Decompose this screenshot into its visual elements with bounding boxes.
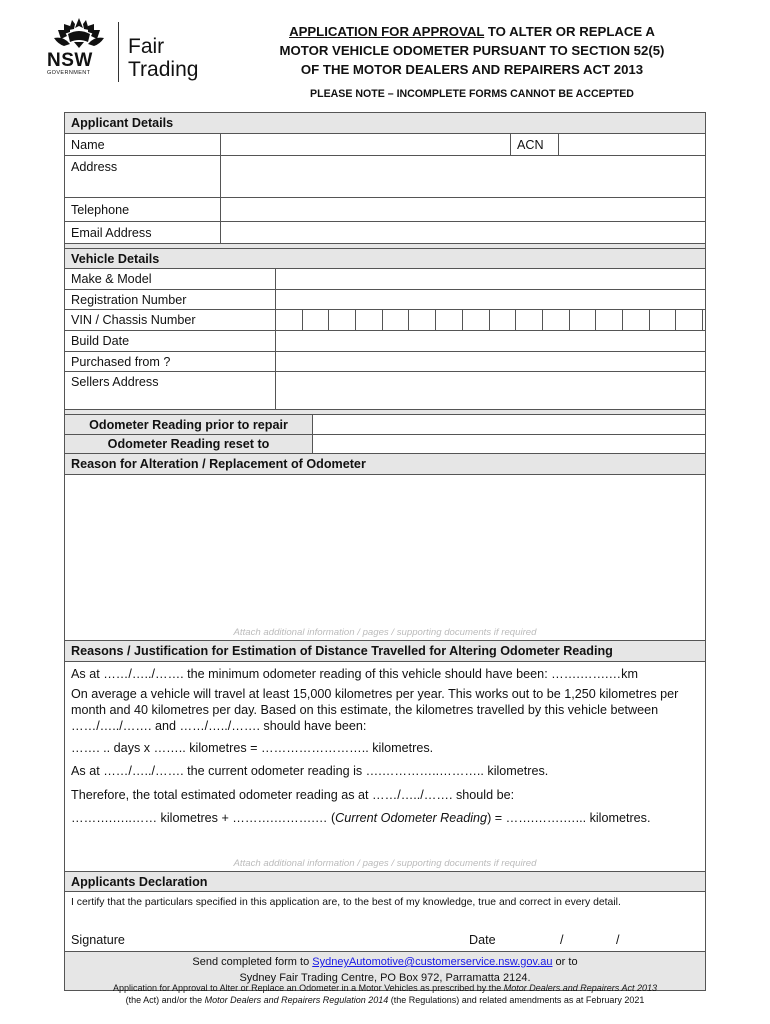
footer-regulation: Motor Dealers and Repairers Regulation 2014	[204, 995, 389, 1005]
justification-body	[65, 664, 705, 828]
make-model-field[interactable]	[276, 269, 705, 289]
footer-part-c: (the Regulations) and related amendments as at February 2021	[388, 995, 645, 1005]
acn-label: ACN	[511, 134, 559, 155]
form-title	[232, 22, 712, 79]
sellers-address-label: Sellers Address	[65, 372, 276, 409]
name-field[interactable]	[221, 134, 511, 155]
vin-boxes	[276, 310, 705, 330]
purchased-from-label: Purchased from ?	[65, 352, 276, 371]
certify-statement: I certify that the particulars specified in this application are, to the best of my knowledge, true and correct in every detail.	[71, 897, 621, 908]
vin-box[interactable]	[676, 310, 703, 330]
current-odometer-reading-text: Current Odometer Reading	[335, 811, 488, 825]
vin-box[interactable]	[329, 310, 356, 330]
date-field[interactable]	[515, 931, 701, 947]
declaration-heading: Applicants Declaration	[65, 872, 705, 892]
address-field[interactable]	[221, 156, 705, 197]
footer-part-a: Application for Approval to Alter or Replace an Odometer in a Motor Vehicles as prescribed by the	[113, 983, 504, 993]
send-line	[65, 954, 705, 970]
purchased-from-field[interactable]	[276, 352, 705, 371]
justification-attach-hint: Attach additional information / pages / supporting documents if required	[233, 858, 537, 869]
telephone-label: Telephone	[65, 198, 221, 221]
make-model-label: Make & Model	[65, 269, 276, 289]
signature-label: Signature	[71, 933, 125, 947]
formula-part-b: ) = …….…….…... kilometres.	[487, 811, 651, 825]
title-line1-rest: TO ALTER OR REPLACE A	[484, 24, 655, 39]
current-reading-line: As at ……/…../……. the current odometer reading is ….…………..……….. kilometres.	[71, 764, 549, 778]
vin-box[interactable]	[570, 310, 597, 330]
applicant-details-heading: Applicant Details	[65, 113, 705, 134]
send-prefix: Send completed form to	[192, 956, 313, 968]
justification-heading: Reasons / Justification for Estimation of Distance Travelled for Altering Odometer Reading	[65, 641, 705, 662]
logo-fair-text: Fair	[128, 35, 165, 58]
reason-attach-hint: Attach additional information / pages / supporting documents if required	[233, 627, 537, 638]
odometer-reset-field[interactable]	[313, 435, 705, 453]
reason-heading: Reason for Alteration / Replacement of Odometer	[65, 454, 705, 475]
application-form	[64, 112, 706, 991]
formula-part-a: ……….…..…… kilometres + ……….……….… (	[71, 811, 336, 825]
reason-textarea[interactable]	[65, 475, 705, 641]
vin-box[interactable]	[543, 310, 570, 330]
logo-trading-text: Trading	[128, 58, 199, 81]
email-label: Email Address	[65, 222, 221, 243]
date-slash-2: /	[616, 933, 620, 947]
vin-box[interactable]	[303, 310, 330, 330]
build-date-field[interactable]	[276, 331, 705, 351]
vin-box[interactable]	[409, 310, 436, 330]
total-estimate-line: Therefore, the total estimated odometer reading as at ……/…../……. should be:	[71, 788, 515, 802]
page-footer	[50, 982, 720, 1006]
odometer-prior-label: Odometer Reading prior to repair	[65, 415, 313, 434]
address-label: Address	[65, 156, 221, 197]
vin-box[interactable]	[596, 310, 623, 330]
email-field[interactable]	[221, 222, 705, 243]
acn-field[interactable]	[559, 134, 705, 155]
vin-box[interactable]	[490, 310, 517, 330]
vin-box[interactable]	[703, 310, 705, 330]
send-suffix: or to	[552, 956, 578, 968]
vehicle-details-heading: Vehicle Details	[65, 249, 705, 269]
logo-government-text: GOVERNMENT	[47, 70, 91, 76]
name-label: Name	[65, 134, 221, 155]
odometer-prior-field[interactable]	[313, 415, 705, 434]
send-email-link[interactable]: SydneyAutomotive@customerservice.nsw.gov.au	[312, 956, 553, 968]
incomplete-forms-note: PLEASE NOTE – INCOMPLETE FORMS CANNOT BE ACCEPTED	[310, 88, 634, 100]
total-formula-line	[71, 808, 699, 828]
minimum-reading-line: As at ……/…../……. the minimum odometer reading of this vehicle should have been: …….…….…km	[71, 667, 638, 681]
vin-box[interactable]	[276, 310, 303, 330]
vin-box[interactable]	[623, 310, 650, 330]
logo-divider	[118, 22, 119, 82]
registration-label: Registration Number	[65, 290, 276, 309]
title-line3: OF THE MOTOR DEALERS AND REPAIRERS ACT 2013	[300, 62, 644, 77]
odometer-reset-label: Odometer Reading reset to	[65, 435, 313, 453]
signature-field[interactable]	[175, 931, 495, 947]
days-calculation-line: ……. .. days x …….. kilometres = …………………….. kilometres.	[71, 741, 434, 755]
sellers-address-field[interactable]	[276, 372, 705, 409]
vin-label: VIN / Chassis Number	[65, 310, 276, 330]
title-underlined: APPLICATION FOR APPROVAL	[289, 24, 485, 39]
vin-box[interactable]	[383, 310, 410, 330]
build-date-label: Build Date	[65, 331, 276, 351]
vin-box[interactable]	[436, 310, 463, 330]
vin-box[interactable]	[650, 310, 677, 330]
send-address: Sydney Fair Trading Centre, PO Box 972, Parramatta 2124.	[239, 972, 531, 984]
footer-part-b: (the Act) and/or the	[125, 995, 205, 1005]
waratah-icon	[44, 14, 114, 54]
vin-box[interactable]	[463, 310, 490, 330]
logo-nsw-text: NSW	[47, 50, 93, 71]
registration-field[interactable]	[276, 290, 705, 309]
vin-box[interactable]	[356, 310, 383, 330]
title-line2: MOTOR VEHICLE ODOMETER PURSUANT TO SECTION 52(5)	[279, 43, 665, 58]
telephone-field[interactable]	[221, 198, 705, 221]
footer-act: Motor Dealers and Repairers Act 2013	[503, 983, 657, 993]
date-label: Date	[469, 933, 496, 947]
nsw-fair-trading-logo	[44, 14, 214, 82]
average-travel-paragraph: On average a vehicle will travel at least 15,000 kilometres per year. This works out to be 1,250 kilometres per month and 40 kilometres per day. Based on this estimate, the kilometres travelled by this vehicle between ……/…../……. and ……/…../……. should have been:	[71, 687, 679, 733]
vin-box[interactable]	[516, 310, 543, 330]
date-slash-1: /	[560, 933, 564, 947]
